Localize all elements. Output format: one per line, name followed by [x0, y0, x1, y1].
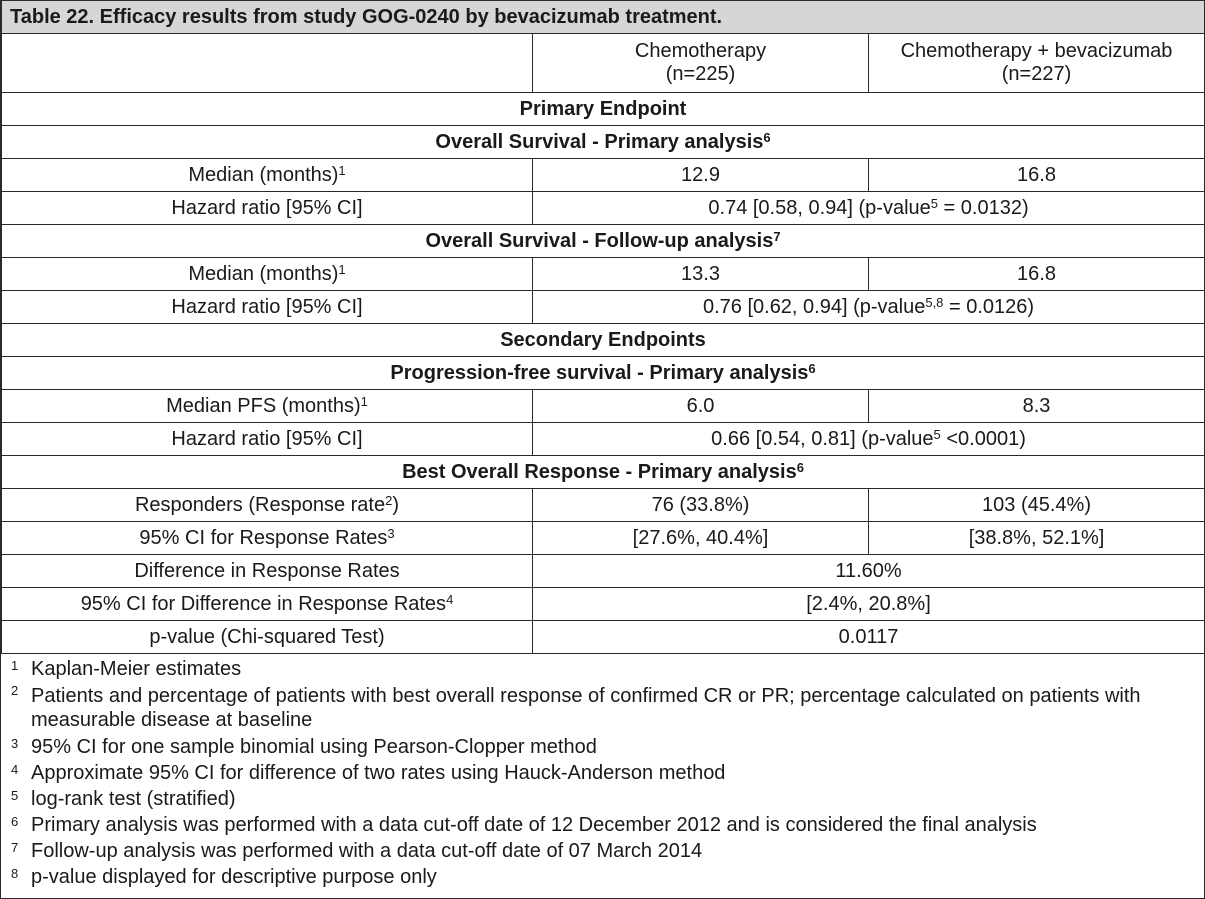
- footnote-ref: 6: [808, 360, 816, 376]
- footnote-text: Kaplan-Meier estimates: [31, 658, 242, 680]
- row-label: [2, 489, 533, 522]
- column-header-row: [2, 34, 1205, 93]
- footnote-number: 7: [11, 840, 19, 855]
- row-label: p-value (Chi-squared Test): [2, 621, 533, 654]
- footnote: [11, 864, 1204, 890]
- footnote: [11, 812, 1204, 838]
- footnote-text: Patients and percentage of patients with best overall response of confirmed CR or PR; percentage calculated on patients with measurable disease at baseline: [31, 685, 1141, 731]
- section-bor-primary: [2, 456, 1205, 489]
- header-chemotherapy-name: Chemotherapy: [634, 40, 767, 62]
- footnote-ref: 1: [338, 162, 346, 178]
- row-label: Difference in Response Rates: [2, 555, 533, 588]
- footnote-text: 95% CI for one sample binomial using Pearson-Clopper method: [31, 736, 597, 758]
- section-row: [2, 357, 1205, 390]
- footnote-ref: 5,8: [925, 294, 944, 310]
- table-row: [2, 588, 1205, 621]
- cell-bev: 103 (45.4%): [869, 489, 1205, 522]
- footnote: [11, 838, 1204, 864]
- footnote: [11, 656, 1204, 682]
- footnote: [11, 682, 1204, 734]
- section-row: [2, 456, 1205, 489]
- footnote: [11, 786, 1204, 812]
- footnote-number: 1: [11, 658, 19, 673]
- row-label: [2, 522, 533, 555]
- footnote-text: Follow-up analysis was performed with a data cut-off date of 07 March 2014: [31, 840, 703, 862]
- footnote-number: 5: [11, 788, 19, 803]
- table-row: [2, 159, 1205, 192]
- footnote: [11, 760, 1204, 786]
- footnote-text: p-value displayed for descriptive purpose only: [31, 866, 437, 888]
- footnotes: [1, 654, 1204, 890]
- table-row: [2, 522, 1205, 555]
- section-os-primary: [2, 126, 1205, 159]
- cell-merged: [2.4%, 20.8%]: [533, 588, 1205, 621]
- table-title: Table 22. Efficacy results from study GOG-0240 by bevacizumab treatment.: [2, 1, 1205, 34]
- cell-chemo: 12.9: [533, 159, 869, 192]
- cell-merged: [533, 291, 1205, 324]
- value-text: <0.0001): [940, 427, 1026, 450]
- header-chemotherapy-n: (n=225): [665, 63, 736, 85]
- header-chemo-bevacizumab: [869, 34, 1205, 93]
- row-label-text: Median (months): [188, 262, 339, 285]
- value-text: 0.76 [0.62, 0.94] (p-value: [702, 295, 926, 318]
- row-label: [2, 390, 533, 423]
- table-row: [2, 621, 1205, 654]
- table-row: [2, 423, 1205, 456]
- footnote-number: 8: [11, 866, 19, 881]
- section-row: [2, 93, 1205, 126]
- section-label: Progression-free survival - Primary analysis: [390, 361, 809, 384]
- section-label: Overall Survival - Follow-up analysis: [425, 229, 774, 252]
- cell-chemo: 13.3: [533, 258, 869, 291]
- table-row: [2, 555, 1205, 588]
- cell-bev: 8.3: [869, 390, 1205, 423]
- row-label-text: ): [392, 493, 400, 516]
- row-label: [2, 159, 533, 192]
- value-text: 0.74 [0.58, 0.94] (p-value: [708, 196, 931, 219]
- footnote-number: 3: [11, 736, 19, 751]
- footnote-text: log-rank test (stratified): [31, 788, 236, 810]
- footnote-ref: 7: [773, 228, 781, 244]
- cell-chemo: [27.6%, 40.4%]: [533, 522, 869, 555]
- table-row: [2, 192, 1205, 225]
- row-label-text: 95% CI for Difference in Response Rates: [80, 592, 447, 615]
- row-label-text: Median (months): [188, 163, 339, 186]
- row-label-text: Median PFS (months): [166, 394, 361, 417]
- header-chemotherapy: [533, 34, 869, 93]
- value-text: = 0.0132): [938, 196, 1029, 219]
- header-empty-cell: [2, 34, 533, 93]
- section-primary-endpoint: Primary Endpoint: [2, 93, 1205, 126]
- section-label: Overall Survival - Primary analysis: [435, 130, 764, 153]
- footnote-ref: 4: [446, 591, 454, 607]
- footnote-ref: 6: [796, 459, 804, 475]
- footnote-text: Primary analysis was performed with a data cut-off date of 12 December 2012 and is considered the final analysis: [31, 814, 1037, 836]
- cell-chemo: 6.0: [533, 390, 869, 423]
- footnote: [11, 734, 1204, 760]
- footnote-ref: 1: [360, 393, 368, 409]
- cell-merged: 0.0117: [533, 621, 1205, 654]
- section-row: [2, 225, 1205, 258]
- cell-chemo: 76 (33.8%): [533, 489, 869, 522]
- footnote-number: 4: [11, 762, 19, 777]
- footnote-ref: 5: [933, 426, 941, 442]
- cell-bev: 16.8: [869, 258, 1205, 291]
- efficacy-table: [1, 1, 1205, 654]
- header-chemo-bevacizumab-name: Chemotherapy + bevacizumab: [900, 40, 1173, 62]
- section-secondary-endpoints: Secondary Endpoints: [2, 324, 1205, 357]
- row-label: [2, 588, 533, 621]
- cell-bev: 16.8: [869, 159, 1205, 192]
- row-label: [2, 258, 533, 291]
- row-label: Hazard ratio [95% CI]: [2, 423, 533, 456]
- table-row: [2, 258, 1205, 291]
- section-row: [2, 324, 1205, 357]
- footnote-ref: 6: [763, 129, 771, 145]
- cell-bev: [38.8%, 52.1%]: [869, 522, 1205, 555]
- cell-merged: [533, 192, 1205, 225]
- row-label-text: Responders (Response rate: [134, 493, 386, 516]
- table-row: [2, 489, 1205, 522]
- footnote-ref: 5: [930, 195, 938, 211]
- value-text: 0.66 [0.54, 0.81] (p-value: [711, 427, 934, 450]
- row-label: Hazard ratio [95% CI]: [2, 192, 533, 225]
- row-label: Hazard ratio [95% CI]: [2, 291, 533, 324]
- table-row: [2, 390, 1205, 423]
- section-row: [2, 126, 1205, 159]
- row-label-text: 95% CI for Response Rates: [139, 526, 388, 549]
- footnote-ref: 1: [338, 261, 346, 277]
- footnote-ref: 3: [387, 525, 395, 541]
- footnote-number: 2: [11, 683, 19, 698]
- section-label: Best Overall Response - Primary analysis: [402, 460, 797, 483]
- table-row: [2, 291, 1205, 324]
- section-os-followup: [2, 225, 1205, 258]
- table-title-row: [2, 1, 1205, 34]
- cell-merged: [533, 423, 1205, 456]
- cell-merged: 11.60%: [533, 555, 1205, 588]
- section-pfs-primary: [2, 357, 1205, 390]
- footnote-number: 6: [11, 814, 19, 829]
- footnote-text: Approximate 95% CI for difference of two rates using Hauck-Anderson method: [31, 762, 726, 784]
- header-chemo-bevacizumab-n: (n=227): [1001, 63, 1072, 85]
- value-text: = 0.0126): [943, 295, 1035, 318]
- footnote-ref: 2: [385, 492, 393, 508]
